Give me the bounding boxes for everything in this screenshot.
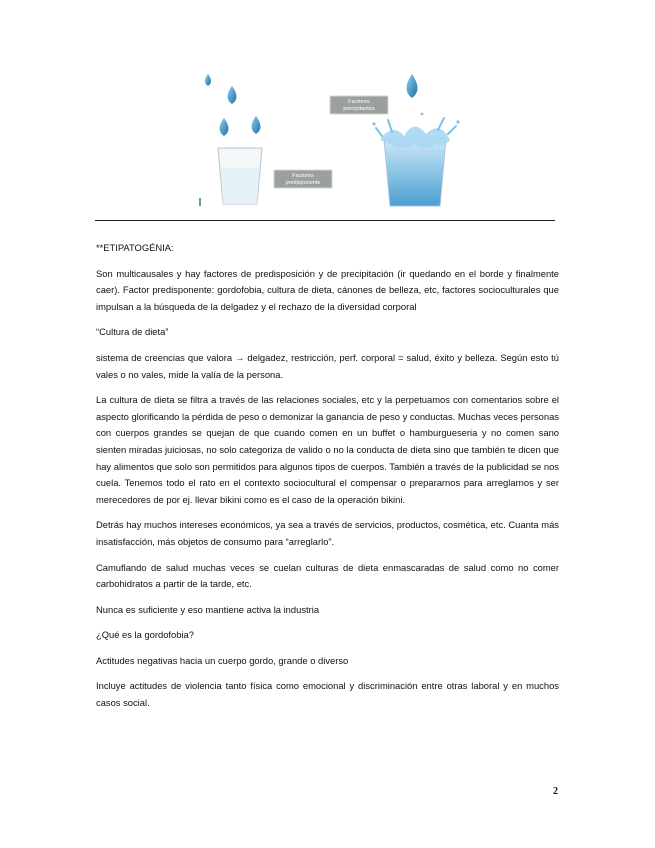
page-number: 2 [553, 786, 558, 797]
section-heading: **ETIPATOGÉNIA: [96, 242, 174, 253]
paragraph: La cultura de dieta se filtra a través de las relaciones sociales, etc y la perpetuamos con comentarios sobre el aspecto glorificando la pérdida de peso o demonizar la ganancia de peso y conductas. Muchas veces personas con cuerpos grandes se quejan de que cuando comen en un buffet o hamburgueseria y no comen sano sienten miradas juiciosas, no solo categoriza de valido o no la conducta de dieta sino que también te dicen que hay alimentos que solo son permitidos para algunos tipos de cuerpos. También a través de la publicidad se nos cuela. Tenemos todo el rato en el contexto sociocultural el compensar o prepararnos para arreglarnos y ser merecedores de por ej. llevar bikini como es el caso de la operación bikini. [96, 394, 559, 505]
paragraph: ¿Qué es la gordofobia? [96, 629, 194, 641]
water-drop-icon [252, 116, 261, 134]
svg-text:predisponente: predisponente [285, 180, 321, 186]
horizontal-rule [95, 220, 555, 221]
paragraph: Nunca es suficiente y eso mantiene activa la industria [96, 603, 320, 615]
svg-text:Factores: Factores [348, 99, 370, 105]
paragraph: Camuflando de salud muchas veces se cuelan culturas de dieta enmascaradas de salud como no comer carbohidratos a partir de la tarde, etc. [96, 561, 559, 590]
water-drop-icon [407, 74, 418, 98]
label-factores-predisponente [274, 170, 332, 188]
water-drop-icon [205, 74, 211, 86]
paragraph: Detrás hay muchos intereses económicos, ya sea a través de servicios, productos, cosmética, etc. Cuanta más insatisfacción, más objetos de consumo para “arreglarlo”. [96, 519, 559, 547]
svg-text:Factores: Factores [292, 173, 314, 179]
paragraph: Incluye actitudes de violencia tanto física como emocional y discriminación entre otras laboral y en muchos casos social. [96, 680, 559, 709]
glass-right [384, 138, 446, 206]
svg-text:precipitantes: precipitantes [343, 106, 375, 112]
water-glass-illustration [196, 70, 466, 210]
document-body [96, 240, 559, 721]
water-glass-svg [196, 70, 466, 210]
paragraph: Son multicausales y hay factores de predisposición y de precipitación (ir quedando en el borde y finalmente caer). Factor predisponente: gordofobia, cultura de dieta, cánones de belleza, etc, factores socioculturales que impulsan a la búsqueda de la delgadez y el rechazo de la diversidad corporal [96, 267, 559, 312]
paragraph: “Cultura de dieta” [96, 326, 169, 338]
paragraph: sistema de creencias que valora → delgadez, restricción, perf. corporal = salud, éxito y belleza. Según esto tú vales o no vales, mide la valía de la persona. [96, 351, 559, 380]
water-drop-icon [220, 118, 229, 136]
paragraph: Actitudes negativas hacia un cuerpo gordo, grande o diverso [96, 654, 349, 666]
water-drop-icon [228, 86, 237, 104]
label-factores-precipitantes [330, 96, 388, 114]
